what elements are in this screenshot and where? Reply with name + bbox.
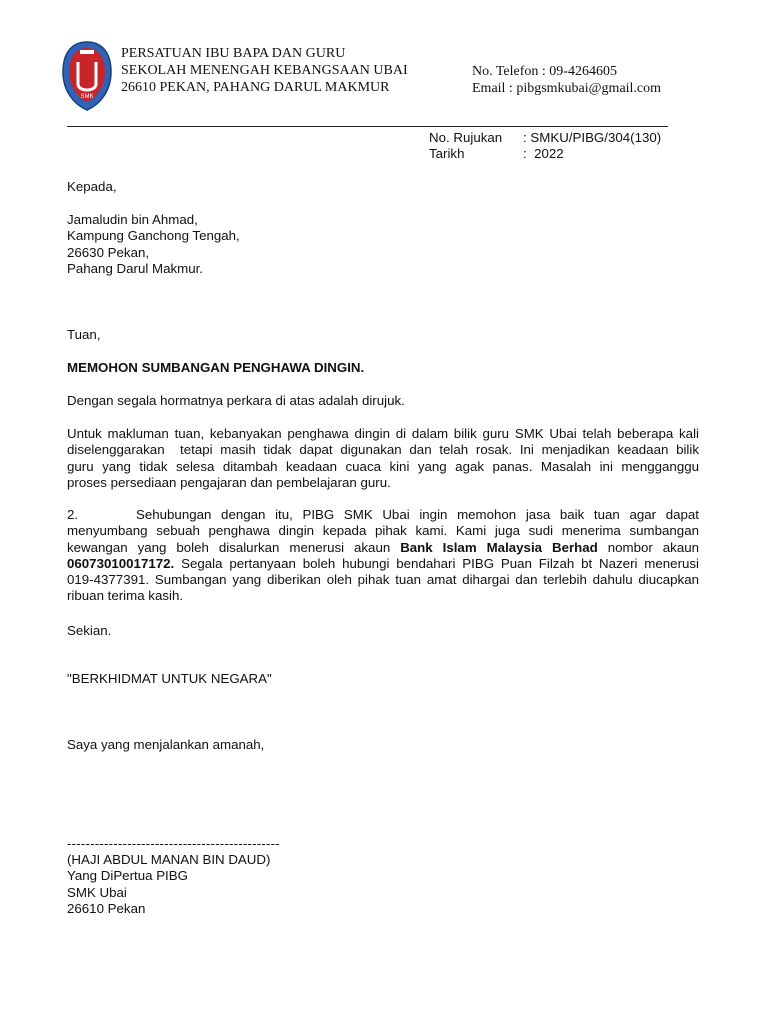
recipient-greeting: Kepada, (67, 179, 117, 194)
signature-line: ---------------------------------------------- (67, 836, 280, 851)
contact-info (472, 63, 661, 97)
signer-block (67, 852, 270, 917)
email-address: Email : pibgsmkubai@gmail.com (472, 81, 662, 96)
school-name: SEKOLAH MENENGAH KEBANGSAAN UBAI (121, 63, 408, 78)
paragraph-line: 019-4377391. Sumbangan yang diberikan oleh pihak tuan amat dihargai dan terlebih dahulu diucapkan (67, 572, 699, 588)
signer-title: Yang DiPertua PIBG (67, 868, 188, 884)
phone-number: No. Telefon : 09-4264605 (472, 64, 617, 79)
paragraph-line: guru yang tidak selesa ditambah keadaan cuaca kini yang agak panas. Masalah ini mengganggu (67, 458, 699, 474)
account-number: 06073010017172. (67, 555, 175, 571)
salutation: Tuan, (67, 327, 101, 342)
date-value: : 2022 (523, 146, 564, 162)
address-line: Pahang Darul Makmur. (67, 260, 203, 276)
signer-name: (HAJI ABDUL MANAN BIN DAUD) (67, 852, 271, 867)
school-logo (61, 40, 113, 112)
paragraph-line: ribuan terima kasih. (67, 588, 184, 604)
signer-town: 26610 Pekan (67, 900, 146, 916)
logo-text: SMK (80, 94, 94, 100)
reference-block (429, 130, 661, 163)
intro-paragraph: Dengan segala hormatnya perkara di atas adalah dirujuk. (67, 393, 405, 408)
recipient-name: Jamaludin bin Ahmad, (67, 212, 198, 227)
paragraph-line: 2. Sehubungan dengan itu, PIBG SMK Ubai ingin memohon jasa baik tuan agar dapat (67, 507, 699, 522)
paragraph-line (67, 556, 699, 572)
sign-off: Saya yang menjalankan amanah, (67, 737, 265, 752)
text-segment: Segala pertanyaan boleh hubungi bendahari PIBG Puan Filzah bt Nazeri menerusi (174, 555, 699, 571)
org-address: 26610 PEKAN, PAHANG DARUL MAKMUR (121, 80, 390, 95)
org-name: PERSATUAN IBU BAPA DAN GURU (121, 46, 346, 61)
ref-label: No. Rujukan (429, 130, 503, 145)
organization-header (121, 45, 408, 96)
signer-school: SMK Ubai (67, 884, 127, 900)
address-line: Kampung Ganchong Tengah, (67, 228, 240, 244)
bank-name: Bank Islam Malaysia Berhad (400, 539, 598, 555)
request-paragraph (67, 507, 699, 605)
date-label: Tarikh (429, 146, 465, 162)
paragraph-line: proses persediaan pengajaran dan pembelajaran guru. (67, 474, 391, 490)
header-divider (67, 126, 668, 127)
address-line: 26630 Pekan, (67, 244, 150, 260)
ref-value: : SMKU/PIBG/304(130) (523, 130, 662, 145)
closing-text: Sekian. (67, 623, 112, 638)
text-segment: kewangan yang boleh disalurkan menerusi akaun (67, 539, 401, 555)
info-paragraph (67, 426, 699, 491)
paragraph-line: menyumbang sebuah penghawa dingin kepada pihak kami. Kami juga sudi menerima sumbangan (67, 523, 699, 539)
recipient-address (67, 212, 240, 277)
text-segment: nombor akaun (597, 539, 699, 555)
paragraph-line (67, 540, 699, 556)
paragraph-line: diselenggarakan tetapi masih tidak dapat digunakan dan telah rosak. Ini menjadikan keadaan bilik (67, 442, 699, 458)
paragraph-line: Untuk makluman tuan, kebanyakan penghawa dingin di dalam bilik guru SMK Ubai telah beberapa kali (67, 426, 699, 441)
motto: "BERKHIDMAT UNTUK NEGARA" (67, 671, 272, 686)
letter-subject: MEMOHON SUMBANGAN PENGHAWA DINGIN. (67, 360, 365, 375)
